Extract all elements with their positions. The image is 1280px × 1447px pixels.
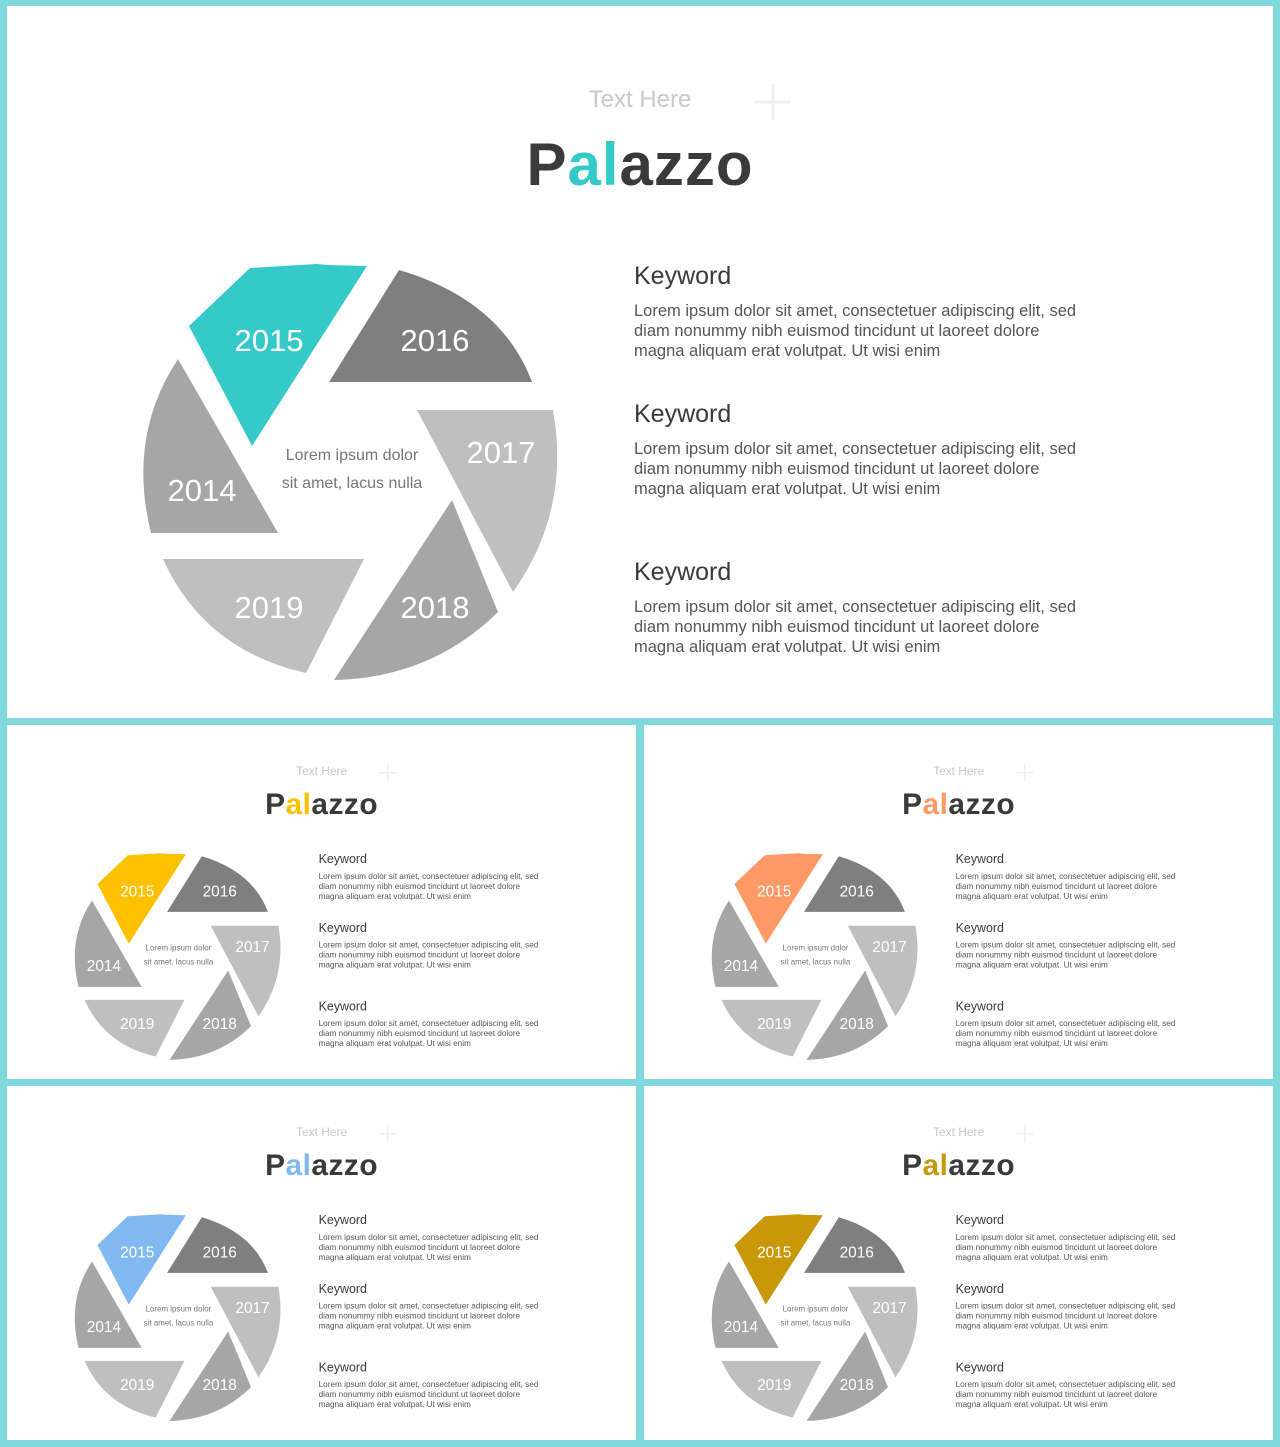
keyword-block <box>319 1282 553 1331</box>
keyword-title: Keyword <box>318 1360 367 1375</box>
center-text-line-2: sit amet, lacus nulla <box>780 957 851 967</box>
title-end: azzo <box>619 131 754 198</box>
shutter-diagram <box>67 1205 286 1434</box>
title-start: P <box>265 1148 286 1182</box>
year-label-2014: 2014 <box>723 958 759 976</box>
title-start: P <box>902 1148 923 1182</box>
title-accent: al <box>285 787 312 821</box>
keyword-text: Lorem ipsum dolor sit amet, consectetuer adipiscing elit, sed diam nonummy nibh euismod tincidunt ut laoreet dolore magna aliquam erat volutpat. Ut wisi enim <box>634 440 1077 498</box>
year-label-2017: 2017 <box>872 1300 907 1318</box>
slide-teal[interactable] <box>7 6 1273 718</box>
keyword-title: Keyword <box>318 999 367 1014</box>
page-title <box>644 1148 1273 1182</box>
year-label-2019: 2019 <box>757 1377 792 1395</box>
plus-icon <box>378 763 398 783</box>
year-label-2015: 2015 <box>757 1244 792 1262</box>
keyword-block <box>634 558 1104 657</box>
center-text-line-1: Lorem ipsum dolor <box>782 943 849 953</box>
slide-yellow[interactable] <box>7 725 636 1079</box>
title-end: azzo <box>311 787 379 821</box>
keyword-text: Lorem ipsum dolor sit amet, consectetuer adipiscing elit, sed diam nonummy nibh euismod tincidunt ut laoreet dolore magna aliquam erat volutpat. Ut wisi enim <box>955 1301 1176 1331</box>
slide-gold[interactable] <box>644 1086 1273 1440</box>
title-accent: al <box>567 131 620 198</box>
keyword-text: Lorem ipsum dolor sit amet, consectetuer adipiscing elit, sed diam nonummy nibh euismod tincidunt ut laoreet dolore magna aliquam erat volutpat. Ut wisi enim <box>955 872 1176 901</box>
shutter-diagram <box>67 844 286 1073</box>
year-label-2018: 2018 <box>400 590 470 625</box>
plus-icon <box>1015 763 1035 783</box>
keyword-block <box>956 1360 1190 1409</box>
shutter-diagram <box>704 844 923 1073</box>
keyword-title: Keyword <box>955 1213 1004 1228</box>
keyword-title: Keyword <box>634 400 732 428</box>
year-label-2018: 2018 <box>202 1016 237 1034</box>
center-text-line-1: Lorem ipsum dolor <box>145 1304 212 1314</box>
plus-icon <box>753 82 793 122</box>
keyword-text: Lorem ipsum dolor sit amet, consectetuer adipiscing elit, sed diam nonummy nibh euismod tincidunt ut laoreet dolore magna aliquam erat volutpat. Ut wisi enim <box>955 1380 1176 1410</box>
year-label-2017: 2017 <box>466 435 536 470</box>
year-label-2016: 2016 <box>400 323 470 358</box>
center-text-line-2: sit amet, lacus nulla <box>281 475 423 492</box>
slide-content <box>7 1086 636 1440</box>
keyword-title: Keyword <box>955 920 1004 935</box>
slide-blue[interactable] <box>7 1086 636 1440</box>
center-text-line-2: sit amet, lacus nulla <box>143 957 214 967</box>
year-label-2014: 2014 <box>86 1319 122 1337</box>
subtitle: Text Here <box>296 1125 348 1140</box>
year-label-2015: 2015 <box>757 883 792 901</box>
keyword-title: Keyword <box>955 1281 1004 1296</box>
keyword-block <box>956 852 1190 901</box>
keyword-title: Keyword <box>955 1360 1004 1375</box>
center-text-line-1: Lorem ipsum dolor <box>782 1304 849 1314</box>
year-label-2015: 2015 <box>120 883 155 901</box>
subtitle: Text Here <box>296 764 348 779</box>
page-title <box>7 787 636 821</box>
year-label-2015: 2015 <box>234 323 304 358</box>
keyword-title: Keyword <box>634 558 732 586</box>
title-end: azzo <box>948 1148 1016 1182</box>
keyword-block <box>956 1282 1190 1331</box>
keyword-block <box>319 921 553 970</box>
keyword-text: Lorem ipsum dolor sit amet, consectetuer adipiscing elit, sed diam nonummy nibh euismod tincidunt ut laoreet dolore magna aliquam erat volutpat. Ut wisi enim <box>955 940 1176 970</box>
keyword-title: Keyword <box>318 1213 367 1228</box>
keyword-title: Keyword <box>318 1281 367 1296</box>
center-text-line-1: Lorem ipsum dolor <box>145 943 212 953</box>
year-label-2019: 2019 <box>120 1377 155 1395</box>
keyword-text: Lorem ipsum dolor sit amet, consectetuer adipiscing elit, sed diam nonummy nibh euismod tincidunt ut laoreet dolore magna aliquam erat volutpat. Ut wisi enim <box>634 302 1077 360</box>
keyword-title: Keyword <box>955 999 1004 1014</box>
subtitle: Text Here <box>933 764 985 779</box>
year-label-2019: 2019 <box>757 1016 792 1034</box>
year-label-2019: 2019 <box>234 590 304 625</box>
year-label-2016: 2016 <box>202 1244 237 1262</box>
center-text-line-1: Lorem ipsum dolor <box>285 447 419 464</box>
keyword-title: Keyword <box>318 920 367 935</box>
shutter-diagram <box>704 1205 923 1434</box>
year-label-2014: 2014 <box>167 473 237 508</box>
keyword-block <box>319 852 553 901</box>
slide-content <box>7 6 1273 718</box>
keyword-block <box>634 400 1104 499</box>
keyword-block <box>634 262 1104 361</box>
center-text-line-2: sit amet, lacus nulla <box>780 1318 851 1328</box>
plus-icon <box>1015 1124 1035 1144</box>
keyword-block <box>956 921 1190 970</box>
title-end: azzo <box>948 787 1016 821</box>
keyword-text: Lorem ipsum dolor sit amet, consectetuer adipiscing elit, sed diam nonummy nibh euismod tincidunt ut laoreet dolore magna aliquam erat volutpat. Ut wisi enim <box>318 940 539 970</box>
slide-orange[interactable] <box>644 725 1273 1079</box>
keyword-block <box>319 999 553 1048</box>
year-label-2019: 2019 <box>120 1016 155 1034</box>
year-label-2017: 2017 <box>872 939 907 957</box>
keyword-block <box>319 1360 553 1409</box>
year-label-2016: 2016 <box>202 883 237 901</box>
title-accent: al <box>922 1148 949 1182</box>
title-end: azzo <box>311 1148 379 1182</box>
keyword-text: Lorem ipsum dolor sit amet, consectetuer adipiscing elit, sed diam nonummy nibh euismod tincidunt ut laoreet dolore magna aliquam erat volutpat. Ut wisi enim <box>955 1019 1176 1049</box>
slide-content <box>7 725 636 1079</box>
year-label-2015: 2015 <box>120 1244 155 1262</box>
keyword-text: Lorem ipsum dolor sit amet, consectetuer adipiscing elit, sed diam nonummy nibh euismod tincidunt ut laoreet dolore magna aliquam erat volutpat. Ut wisi enim <box>634 598 1077 656</box>
year-label-2014: 2014 <box>86 958 122 976</box>
keyword-block <box>319 1213 553 1262</box>
year-label-2017: 2017 <box>235 1300 270 1318</box>
keyword-title: Keyword <box>318 852 367 867</box>
title-accent: al <box>922 787 949 821</box>
keyword-text: Lorem ipsum dolor sit amet, consectetuer adipiscing elit, sed diam nonummy nibh euismod tincidunt ut laoreet dolore magna aliquam erat volutpat. Ut wisi enim <box>955 1233 1176 1262</box>
keyword-title: Keyword <box>955 852 1004 867</box>
year-label-2016: 2016 <box>839 1244 874 1262</box>
year-label-2014: 2014 <box>723 1319 759 1337</box>
plus-icon <box>378 1124 398 1144</box>
slide-content <box>644 1086 1273 1440</box>
subtitle: Text Here <box>588 86 692 113</box>
page-title <box>7 130 1273 199</box>
page-title <box>644 787 1273 821</box>
year-label-2018: 2018 <box>202 1377 237 1395</box>
shutter-diagram <box>127 246 567 706</box>
page-title <box>7 1148 636 1182</box>
keyword-block <box>956 1213 1190 1262</box>
title-start: P <box>265 787 286 821</box>
keyword-block <box>956 999 1190 1048</box>
center-text-line-2: sit amet, lacus nulla <box>143 1318 214 1328</box>
title-accent: al <box>285 1148 312 1182</box>
keyword-text: Lorem ipsum dolor sit amet, consectetuer adipiscing elit, sed diam nonummy nibh euismod tincidunt ut laoreet dolore magna aliquam erat volutpat. Ut wisi enim <box>318 872 539 901</box>
year-label-2017: 2017 <box>235 939 270 957</box>
subtitle: Text Here <box>933 1125 985 1140</box>
keyword-text: Lorem ipsum dolor sit amet, consectetuer adipiscing elit, sed diam nonummy nibh euismod tincidunt ut laoreet dolore magna aliquam erat volutpat. Ut wisi enim <box>318 1380 539 1410</box>
title-start: P <box>902 787 923 821</box>
year-label-2016: 2016 <box>839 883 874 901</box>
keyword-text: Lorem ipsum dolor sit amet, consectetuer adipiscing elit, sed diam nonummy nibh euismod tincidunt ut laoreet dolore magna aliquam erat volutpat. Ut wisi enim <box>318 1019 539 1049</box>
year-label-2018: 2018 <box>839 1377 874 1395</box>
keyword-text: Lorem ipsum dolor sit amet, consectetuer adipiscing elit, sed diam nonummy nibh euismod tincidunt ut laoreet dolore magna aliquam erat volutpat. Ut wisi enim <box>318 1233 539 1262</box>
slide-content <box>644 725 1273 1079</box>
keyword-text: Lorem ipsum dolor sit amet, consectetuer adipiscing elit, sed diam nonummy nibh euismod tincidunt ut laoreet dolore magna aliquam erat volutpat. Ut wisi enim <box>318 1301 539 1331</box>
title-start: P <box>526 131 568 198</box>
year-label-2018: 2018 <box>839 1016 874 1034</box>
keyword-title: Keyword <box>634 262 732 290</box>
